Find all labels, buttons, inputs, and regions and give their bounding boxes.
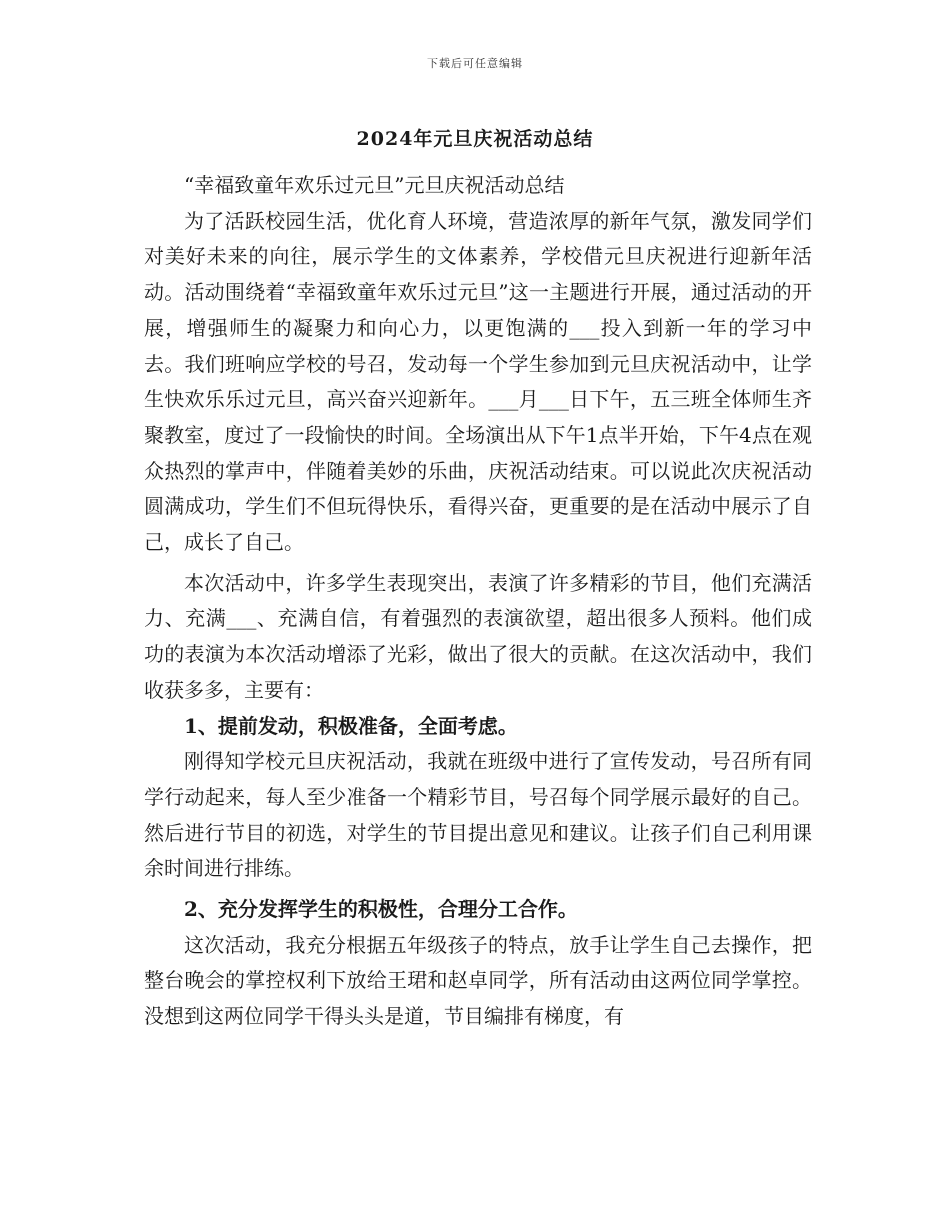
subtitle-paragraph: “幸福致童年欢乐过元旦”元旦庆祝活动总结 xyxy=(184,173,565,197)
document-title: 2024年元旦庆祝活动总结 xyxy=(356,128,594,150)
download-note: 下载后可任意编辑 xyxy=(427,57,523,70)
body-paragraph: 这次活动，我充分根据五年级孩子的特点，放手让学生自己去操作，把整台晚会的掌控权利下放给王珺和赵卓同学，所有活动由这两位同学掌控。没想到这两位同学干得头头是道，节目编排有梯度，有 xyxy=(144,932,812,1029)
body-paragraph: 本次活动中，许多学生表现突出，表演了许多精彩的节目，他们充满活力、充满___、充满自信，有着强烈的表演欲望，超出很多人预料。他们成功的表演为本次活动增添了光彩，做出了很大的贡献。在这次活动中，我们收获多多，主要有： xyxy=(144,570,812,702)
section-heading: 1、提前发动，积极准备，全面考虑。 xyxy=(184,713,518,738)
section-heading: 2、充分发挥学生的积极性，合理分工合作。 xyxy=(184,897,578,922)
body-paragraph: 刚得知学校元旦庆祝活动，我就在班级中进行了宣传发动，号召所有同学行动起来，每人至少准备一个精彩节目，号召每个同学展示最好的自己。然后进行节目的初选，对学生的节目提出意见和建议。让孩子们自己利用课余时间进行排练。 xyxy=(144,749,812,881)
body-paragraph: 为了活跃校园生活，优化育人环境，营造浓厚的新年气氛，激发同学们对美好未来的向往，展示学生的文体素养，学校借元旦庆祝进行迎新年活动。活动围绕着“幸福致童年欢乐过元旦”这一主题进行开展，通过活动的开展，增强师生的凝聚力和向心力，以更饱满的___投入到新一年的学习中去。我们班响应学校的号召，发动每一个学生参加到元旦庆祝活动中，让学生快欢乐乐过元旦，高兴奋兴迎新年。___月___日下午，五三班全体师生齐聚教室，度过了一段愉快的时间。全场演出从下午1点半开始，下午4点在观众热烈的掌声中，伴随着美妙的乐曲，庆祝活动结束。可以说此次庆祝活动圆满成功，学生们不但玩得快乐，看得兴奋，更重要的是在活动中展示了自己，成长了自己。 xyxy=(144,208,812,555)
document-body xyxy=(144,168,812,1035)
